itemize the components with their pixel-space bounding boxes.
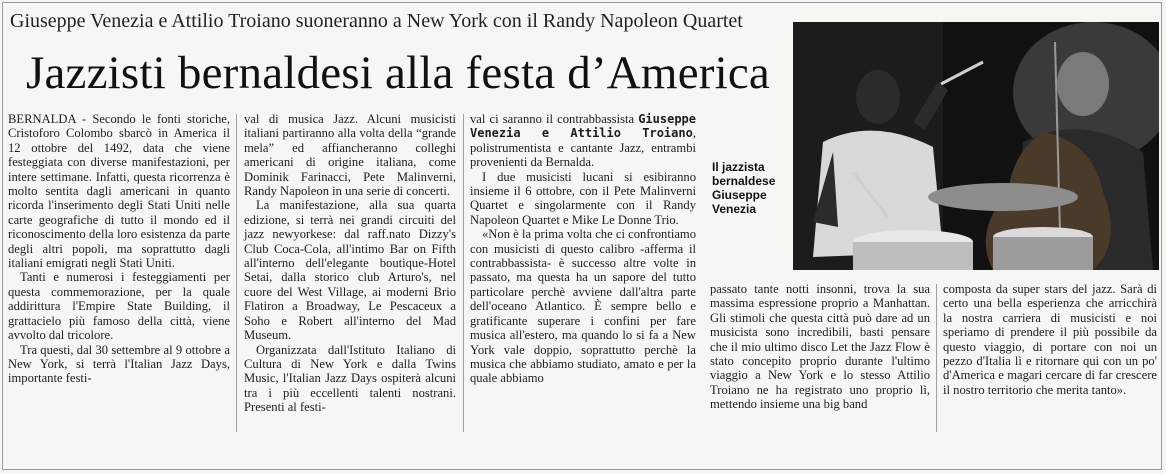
paragraph: Organizzata dall'Istituto Italiano di Cultura di New York e dalla Twins Music, l'Italian Jazz Days ospiterà alcuni tra i più eccellenti talenti nostrani. Presenti al festi- (244, 342, 456, 415)
photo-caption (712, 160, 790, 216)
paragraph (470, 112, 696, 170)
paragraph: passato tante notti insonni, trova la sua massima espressione proprio a Manhattan. Gli stimoli che questa città può dare ad un musicista sono incredibili, basti pensare che il mio ultimo disco Let the Jazz Flow è stato concepito proprio durante l'ultimo viaggio a New York e lo stesso Attilio Troiano ne ha registrato uno proprio lì, mettendo insieme una big band (710, 282, 930, 412)
caption-line: Il jazzista (712, 160, 765, 174)
photo-drawing (793, 22, 1159, 270)
column-rule (236, 114, 237, 432)
article-column-2 (244, 112, 456, 415)
paragraph: «Non è la prima volta che ci confrontiamo con musicisti di questo calibro -afferma il contrabbassista- è successo altre volte in passato, ma questa ha un sapore del tutto particolare perchè avviene dall'altra parte dell'oceano Atlantico. È sempre bello e gratificante superare i confini per fare musica all'estero, ma quando lo si fa a New York vale doppio, soprattutto perchè la musica che abbiamo studiato, amato e per la quale abbiamo (470, 227, 696, 386)
paragraph-text: , polistrumentista e cantante Jazz, entrambi provenienti da Bernalda. (470, 126, 696, 170)
article-column-4 (710, 282, 930, 412)
paragraph: val di musica Jazz. Alcuni musicisti italiani partiranno alla volta della “grande mela” ed affiancheranno colleghi americani di origine italiana, come Dominik Farinacci, Pete Malinverni, Randy Napoleon in una serie di concerti. (244, 112, 456, 199)
article-column-5 (943, 282, 1157, 397)
column-rule (936, 284, 937, 432)
paragraph: La manifestazione, alla sua quarta edizione, si terrà nei grandi circuiti del jazz newyorkese: dal raff.nato Dizzy's Club Coca-Cola, all'intimo Bar on Fifth all'interno dell'elegante boutique-Hotel Setai, dalla storico club Arturo's, nel cuore del West Village, ai moderni Brio Flatiron a Broadway, Le Pescaceux a Soho e Robert all'interno del Mad Museum. (244, 198, 456, 343)
article-column-3 (470, 112, 696, 386)
paragraph: BERNALDA - Secondo le fonti storiche, Cristoforo Colombo sbarcò in America il 12 ottobre del 1492, data che viene festeggiata con diverse manifestazioni, per intere settimane. Infatti, questa ricorrenza è molto sentita dagli americani in quanto ricorda l'inserimento degli Stati Uniti nelle carte geografiche di tutto il mondo ed il riconoscimento della loro esistenza da parte degli altri popoli, ma soprattutto dagli italiani emigrati negli Stati Uniti. (8, 112, 230, 271)
paragraph: composta da super stars del jazz. Sarà di certo una bella esperienza che arricchirà la nostra carriera di musicisti e noi speriamo di prendere il più possibile da questo viaggio, di portare con noi un pezzo d'Italia lì e ritornare qui con un po' d'America e magari cercare di far crescere il nostro territorio che merita tanto». (943, 282, 1157, 397)
jazz-musicians-photo (793, 22, 1159, 270)
caption-line: bernaldese (712, 174, 776, 188)
paragraph: Tra questi, dal 30 settembre al 9 ottobre a New York, si terrà l'Italian Jazz Days, importante festi- (8, 342, 230, 386)
caption-line: Giuseppe (712, 188, 767, 202)
paragraph: Tanti e numerosi i festeggiamenti per questa commemorazione, per la quale addirittura l'Empire State Building, il grattacielo più famoso della città, viene avvolto dal tricolore. (8, 270, 230, 343)
column-rule (463, 114, 464, 432)
musician-names: Giuseppe Venezia e Attilio Troiano (470, 112, 696, 141)
kicker: Giuseppe Venezia e Attilio Troiano suoneranno a New York con il Randy Napoleon Quartet (10, 10, 743, 32)
paragraph-text: val ci saranno il contrabbassista (470, 112, 635, 126)
caption-line: Venezia (712, 202, 757, 216)
paragraph: I due musicisti lucani si esibiranno insieme il 6 ottobre, con il Pete Malinverni Quartet e singolarmente con il Randy Napoleon Quartet e Mike Le Donne Trio. (470, 169, 696, 227)
headline: Jazzisti bernaldesi alla festa d’America (26, 47, 770, 99)
article-column-1 (8, 112, 230, 386)
